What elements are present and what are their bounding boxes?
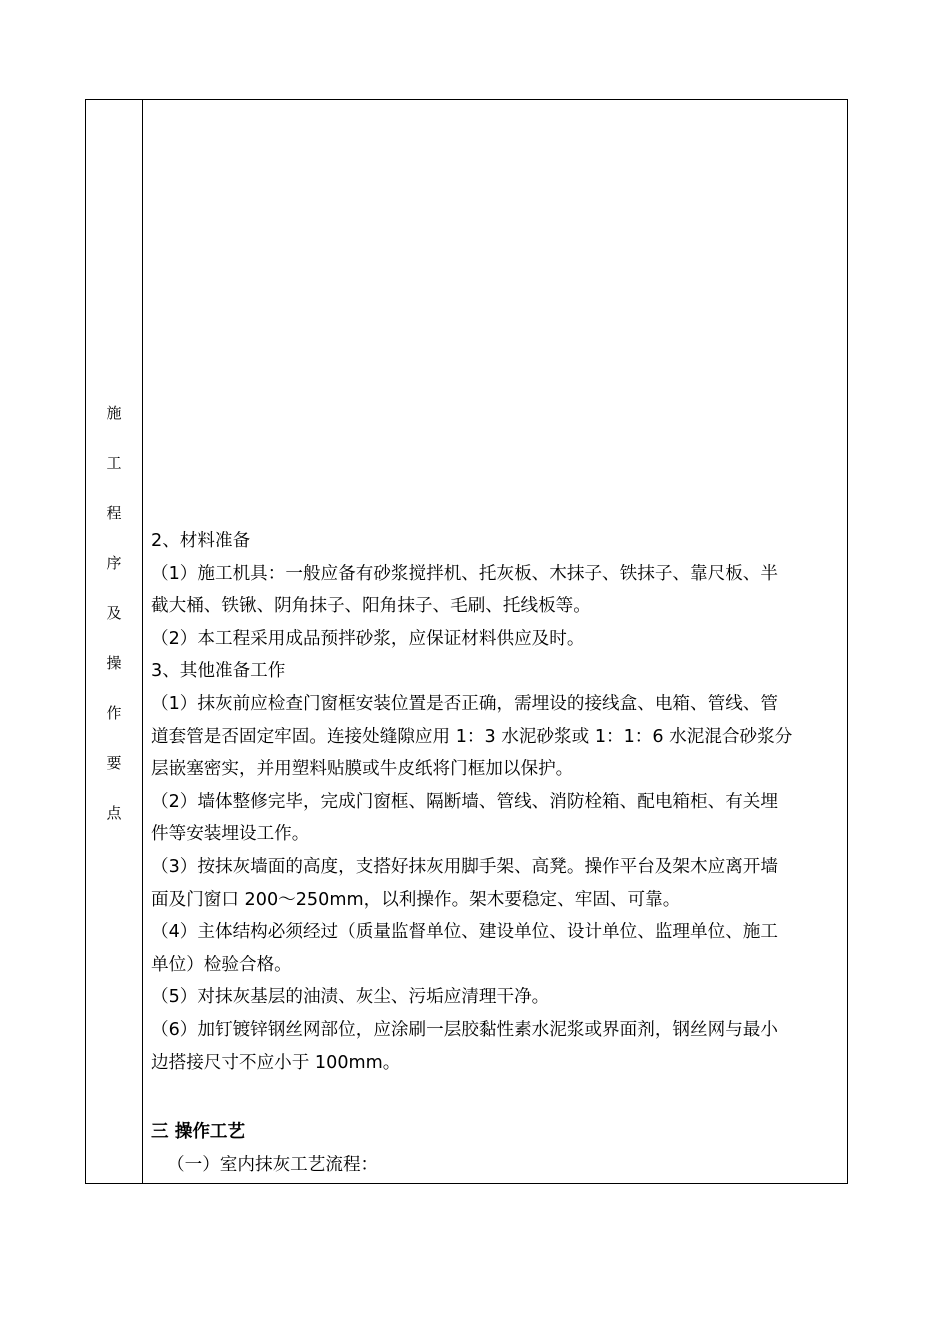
side-label-char: 施 — [106, 404, 122, 422]
text-line: 件等安装埋设工作。 — [151, 824, 310, 844]
side-label-char: 序 — [106, 554, 122, 572]
text-line: （1）抹灰前应检查门窗框安装位置是否正确，需埋设的接线盒、电箱、管线、管 — [151, 694, 778, 714]
text-line: 面及门窗口 200～250mm，以利操作。架木要稳定、牢固、可靠。 — [151, 890, 681, 910]
text-line: （2）本工程采用成品预拌砂浆，应保证材料供应及时。 — [151, 629, 585, 649]
text-line: 道套管是否固定牢固。连接处缝隙应用 1：3 水泥砂浆或 1：1：6 水泥混合砂浆分 — [151, 727, 793, 747]
text-line: 边搭接尺寸不应小于 100mm。 — [151, 1053, 401, 1073]
text-line: 3、其他准备工作 — [151, 661, 286, 681]
subsection-title: （一）室内抹灰工艺流程： — [167, 1155, 379, 1175]
side-label-char: 及 — [106, 604, 122, 622]
text-line: （3）按抹灰墙面的高度，支搭好抹灰用脚手架、高凳。操作平台及架木应离开墙 — [151, 857, 778, 877]
text-line: 单位）检验合格。 — [151, 955, 292, 975]
side-label-char: 工 — [106, 454, 122, 472]
side-label-char: 要 — [106, 754, 122, 772]
text-line: （2）墙体整修完毕，完成门窗框、隔断墙、管线、消防栓箱、配电箱柜、有关埋 — [151, 792, 778, 812]
content-cell — [143, 100, 847, 1183]
text-line: （4）主体结构必须经过（质量监督单位、建设单位、设计单位、监理单位、施工 — [151, 922, 778, 942]
side-label-column — [86, 100, 143, 1183]
text-line: 2、材料准备 — [151, 531, 251, 551]
section-heading: 三 操作工艺 — [151, 1122, 246, 1142]
text-line: （1）施工机具：一般应备有砂浆搅拌机、托灰板、木抹子、铁抹子、靠尺板、半 — [151, 564, 778, 584]
text-line: （5）对抹灰基层的油渍、灰尘、污垢应清理干净。 — [151, 987, 550, 1007]
side-label-char: 点 — [106, 804, 122, 822]
text-line: 层嵌塞密实，并用塑料贴膜或牛皮纸将门框加以保护。 — [151, 759, 574, 779]
text-line: （6）加钉镀锌钢丝网部位，应涂刷一层胶黏性素水泥浆或界面剂，钢丝网与最小 — [151, 1020, 778, 1040]
side-label-char: 程 — [106, 504, 122, 522]
side-label-char: 作 — [106, 704, 122, 722]
side-label-char: 操 — [106, 654, 122, 672]
text-line: 截大桶、铁锹、阴角抹子、阳角抹子、毛刷、托线板等。 — [151, 596, 591, 616]
document-table — [85, 99, 848, 1184]
